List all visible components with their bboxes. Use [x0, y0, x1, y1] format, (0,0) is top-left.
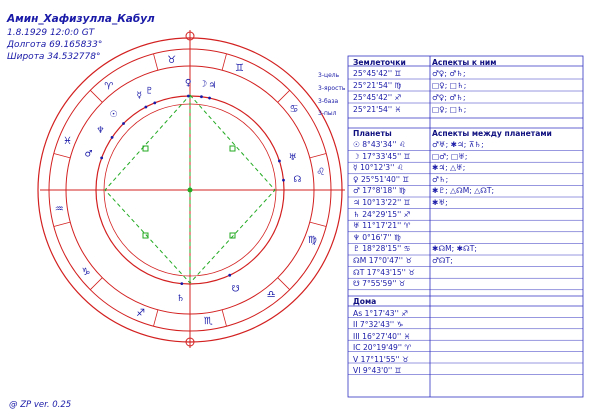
zodiac-sign-icon: ♑	[81, 266, 91, 278]
planet-position: ♂ 17°8'18'' ♍	[353, 186, 406, 196]
planets-aspects-title: Аспекты между планетами	[432, 129, 552, 138]
earth-point-aspects: □♀; □♄;	[432, 81, 467, 90]
chart-latitude: Широта 34.532778°	[7, 52, 101, 62]
house-position: III 16°27'40'' ♓	[353, 331, 411, 341]
house-position: IC 20°19'49'' ♈	[353, 343, 412, 353]
planet-glyph-icon: ♇	[145, 86, 154, 97]
planet-glyph-icon: ♂	[84, 149, 93, 160]
planet-position: ♀ 25°51'40'' ♊	[353, 174, 410, 184]
zodiac-sign-icon: ♏	[203, 316, 213, 328]
zodiac-sign-icon: ♊	[234, 63, 244, 75]
planet-aspects: □♂; □♅;	[432, 151, 468, 161]
planet-position: ♇ 18°28'15'' ♋	[353, 244, 411, 254]
planet-dot	[144, 106, 147, 109]
point-label-4: 3-пыл	[318, 110, 337, 117]
planet-glyph-icon: ♆	[96, 126, 105, 137]
earth-point-aspects: □♀; □♄;	[432, 105, 467, 114]
planet-dot	[153, 101, 156, 104]
center-point	[188, 188, 193, 193]
house-position: As 1°17'43'' ♐	[353, 309, 409, 318]
planet-dot	[100, 156, 103, 159]
chart-datetime: 1.8.1929 12:0:0 GT	[7, 28, 95, 38]
planet-dot	[282, 179, 285, 182]
earth-point-aspects: ♂♀; ♂♄;	[432, 93, 466, 102]
planet-aspects: ♂♄;	[432, 174, 449, 184]
zodiac-sign-icon: ♋	[289, 104, 299, 116]
planet-glyph-icon: ♄	[176, 294, 185, 305]
version-footer: @ ZP ver. 0.25	[9, 400, 72, 410]
zodiac-sign-icon: ♎	[266, 289, 276, 301]
house-position: VI 9°43'0'' ♊	[353, 366, 402, 375]
earth-points-title: Землеточки	[353, 58, 406, 67]
planet-position: ☊M 17°0'47'' ♉	[353, 256, 413, 265]
planet-dot	[111, 136, 114, 139]
house-position: II 7°32'43'' ♑	[353, 320, 404, 330]
planet-position: ☽ 17°33'45'' ♊	[353, 151, 411, 161]
chart-title: Амин_Хафизулла_Кабул	[7, 13, 155, 25]
planet-dot	[208, 97, 211, 100]
planet-dot	[228, 274, 231, 277]
houses-title: Дома	[353, 297, 377, 306]
house-position: V 17°11'55'' ♉	[353, 354, 409, 364]
zodiac-sign-icon: ♓	[63, 136, 73, 148]
planet-aspects: ♂♅; ✱♃; ⊼♄;	[432, 140, 484, 149]
planet-glyph-icon: ♃	[208, 80, 217, 91]
planet-position: ☉ 8°43'34'' ♌	[353, 140, 406, 149]
point-label-3: 3-база	[318, 98, 339, 105]
planet-glyph-icon: ♀	[184, 78, 192, 89]
earth-point-name: 25°21'54'' ♓	[353, 105, 402, 114]
planet-glyph-icon: ☽	[199, 79, 208, 90]
zodiac-sign-icon: ♉	[167, 54, 177, 66]
point-label-1: 3-цель	[318, 72, 340, 79]
planet-position: ☊T 17°43'15'' ♉	[353, 267, 416, 277]
planet-dot	[187, 95, 190, 98]
planet-position: ☿ 10°12'3'' ♌	[353, 163, 404, 173]
chart-longitude: Долгота 69.165833°	[7, 40, 103, 50]
wheel-planets	[84, 79, 301, 305]
planet-position: ♄ 24°29'15'' ♐	[353, 209, 411, 219]
planet-aspects: ✱♇; △☊M; △☊T;	[432, 186, 495, 196]
planet-aspects: ✱☊M; ✱☊T;	[432, 244, 477, 254]
planet-glyph-icon: ☊	[293, 175, 302, 186]
planet-position: ♆ 0°16'7'' ♍	[353, 232, 401, 242]
planet-glyph-icon: ☉	[109, 110, 118, 121]
earth-point-name: 25°21'54'' ♍	[353, 81, 402, 90]
mc-marker-icon	[186, 30, 194, 42]
planet-glyph-icon: ♅	[288, 153, 297, 164]
zodiac-sign-icon: ♒	[54, 203, 64, 215]
planet-glyph-icon: ☿	[136, 91, 143, 102]
planet-aspects: ♂☊T;	[432, 256, 453, 265]
planet-position: ♅ 11°17'21'' ♈	[353, 221, 411, 231]
zodiac-sign-icon: ♌	[316, 167, 326, 179]
earth-aspects-title: Аспекты к ним	[432, 58, 497, 67]
earth-point-name: 25°45'42'' ♊	[353, 69, 402, 78]
planet-dot	[278, 160, 281, 163]
planet-glyph-icon: ☋	[231, 284, 240, 295]
planet-dot	[122, 122, 125, 125]
planets-title: Планеты	[353, 129, 392, 138]
planet-position: ♃ 10°13'22'' ♊	[353, 198, 411, 207]
zodiac-sign-icon: ♈	[104, 81, 114, 93]
planet-position: ☋ 7°55'59'' ♉	[353, 279, 406, 289]
earth-point-name: 25°45'42'' ♐	[353, 93, 402, 102]
zodiac-sign-icon: ♍	[307, 234, 317, 246]
point-label-2: 3-ярость	[318, 85, 346, 92]
planet-dot	[200, 95, 203, 98]
planet-aspects: ✱♅;	[432, 198, 448, 207]
earth-point-aspects: ♂♀; ♂♄;	[432, 69, 466, 78]
planet-aspects: ✱♃; △♅;	[432, 163, 466, 173]
planet-dot	[180, 282, 183, 285]
zodiac-sign-icon: ♐	[136, 307, 146, 319]
